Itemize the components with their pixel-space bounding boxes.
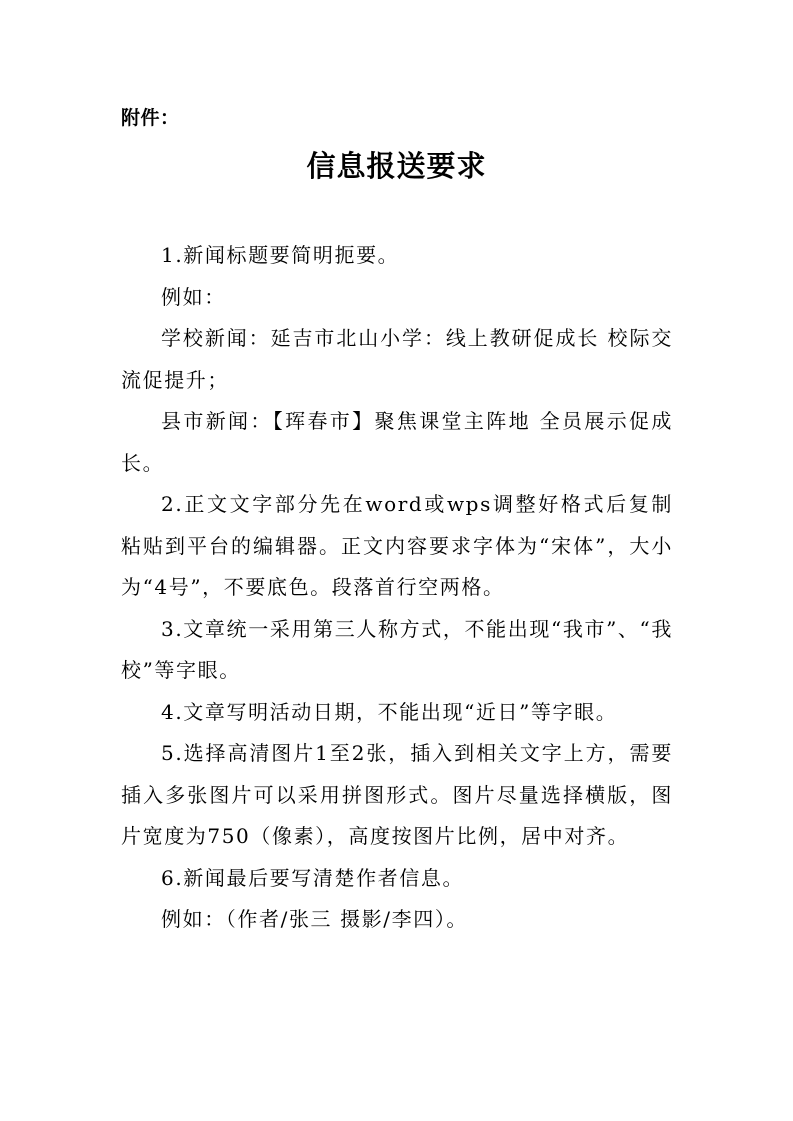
document-title: 信息报送要求: [306, 149, 487, 183]
document-body: [121, 235, 673, 941]
paragraph-author-example: 例如：（作者/张三 摄影/李四）。: [161, 907, 469, 931]
paragraph-title-rule: 1.新闻标题要简明扼要。: [161, 243, 400, 267]
paragraph-author-rule: 6.新闻最后要写清楚作者信息。: [161, 865, 465, 890]
paragraph-school-news-example: 学校新闻：延吉市北山小学：线上教研促成长 校际交流促提升；: [121, 326, 673, 392]
paragraph-date-rule: 4.文章写明活动日期，不能出现“近日”等字眼。: [161, 699, 618, 724]
paragraph-example-label: 例如：: [161, 284, 226, 309]
attachment-label: 附件：: [121, 107, 180, 129]
paragraph-third-person-rule: 3.文章统一采用第三人称方式，不能出现“我市”、“我校”等字眼。: [121, 616, 673, 682]
paragraph-county-news-example: 县市新闻：【珲春市】聚焦课堂主阵地 全员展示促成长。: [121, 409, 673, 475]
paragraph-formatting-rule: 2.正文文字部分先在word或wps调整好格式后复制粘贴到平台的编辑器。正文内容要求字体为“宋体”，大小为“4号”，不要底色。段落首行空两格。: [121, 492, 673, 599]
paragraph-image-rule: 5.选择高清图片1至2张，插入到相关文字上方，需要插入多张图片可以采用拼图形式。图片尽量选择横版，图片宽度为750（像素），高度按图片比例，居中对齐。: [121, 741, 673, 848]
